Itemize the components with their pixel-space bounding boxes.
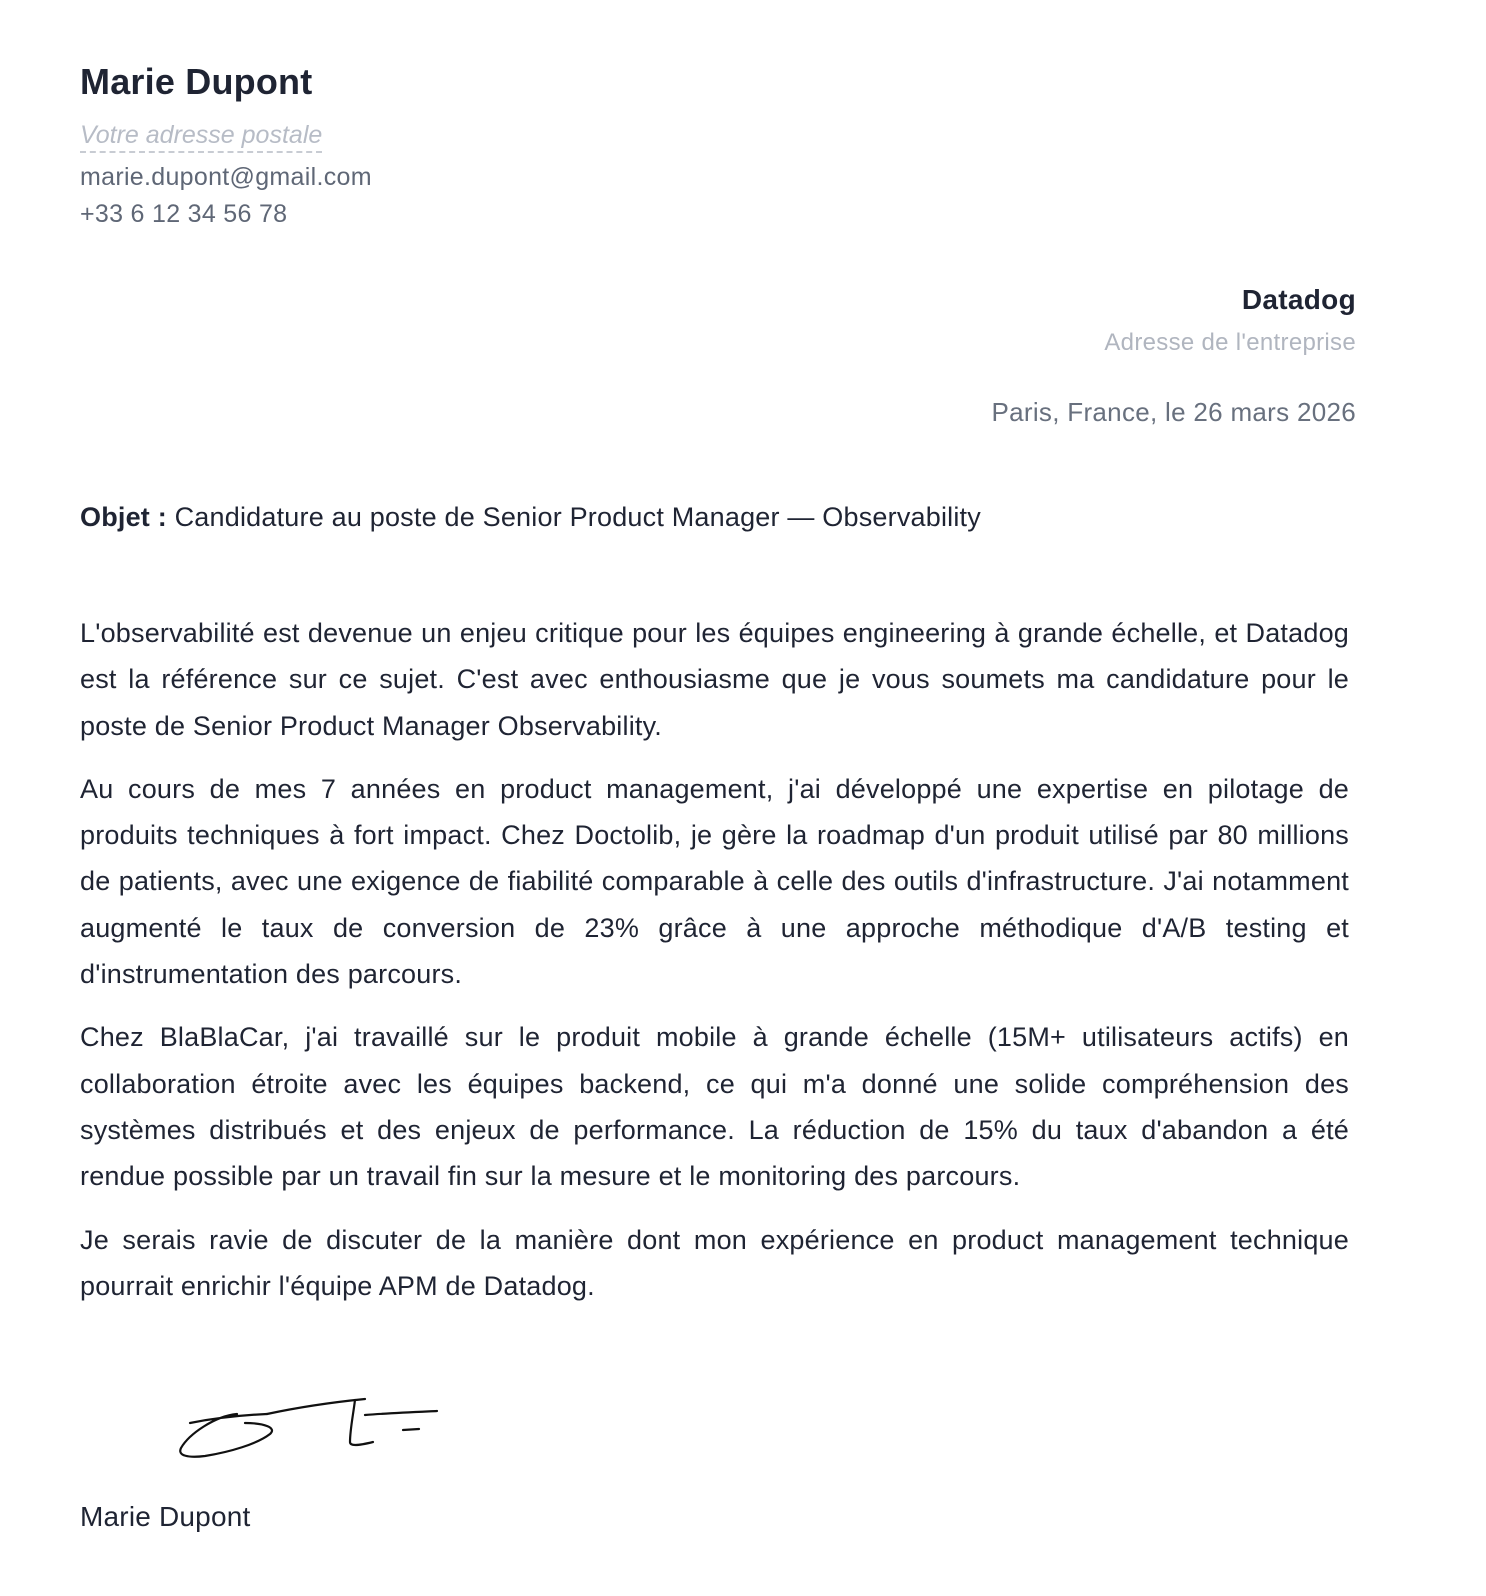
sender-block xyxy=(80,58,780,233)
recipient-company: Datadog xyxy=(1241,284,1356,315)
body-paragraph: L'observabilité est devenue un enjeu critique pour les équipes engineering à grande échelle, et Datadog est la référence sur ce sujet. C'est avec enthousiasme que je vous soumets ma candidature pour le poste de Senior Product Manager Observability. xyxy=(80,618,1349,741)
letter-body xyxy=(80,610,1349,1326)
subject-text: Candidature au poste de Senior Product Manager — Observability xyxy=(174,502,981,532)
date-line: Paris, France, le 26 mars 2026 xyxy=(991,397,1356,427)
subject-line xyxy=(80,497,981,537)
closing-name: Marie Dupont xyxy=(80,1501,251,1532)
sender-phone: +33 6 12 34 56 78 xyxy=(80,200,288,228)
body-paragraph: Je serais ravie de discuter de la manière dont mon expérience en product management technique pourrait enrichir l'équipe APM de Datadog. xyxy=(80,1224,1349,1301)
recipient-address-field[interactable]: Adresse de l'entreprise xyxy=(1104,329,1356,356)
sender-address-field[interactable]: Votre adresse postale xyxy=(80,120,322,153)
sender-name: Marie Dupont xyxy=(80,61,313,102)
sender-email: marie.dupont@gmail.com xyxy=(80,163,372,191)
recipient-block xyxy=(656,280,1356,360)
subject-label: Objet : xyxy=(80,502,167,532)
handwritten-signature xyxy=(175,1390,445,1470)
body-paragraph: Au cours de mes 7 années en product management, j'ai développé une expertise en pilotage de produits techniques à fort impact. Chez Doctolib, je gère la roadmap d'un produit utilisé par 80 millions de patients, avec une exigence de fiabilité comparable à celle des outils d'infrastructure. J'ai notamment augmenté le taux de conversion de 23% grâce à une approche méthodique d'A/B testing et d'instrumentation des parcours. xyxy=(80,773,1349,990)
body-paragraph: Chez BlaBlaCar, j'ai travaillé sur le produit mobile à grande échelle (15M+ utilisateurs actifs) en collaboration étroite avec les équipes backend, ce qui m'a donné une solide compréhension des systèmes distribués et des enjeux de performance. La réduction de 15% du taux d'abandon a été rendue possible par un travail fin sur la mesure et le monitoring des parcours. xyxy=(80,1022,1349,1192)
